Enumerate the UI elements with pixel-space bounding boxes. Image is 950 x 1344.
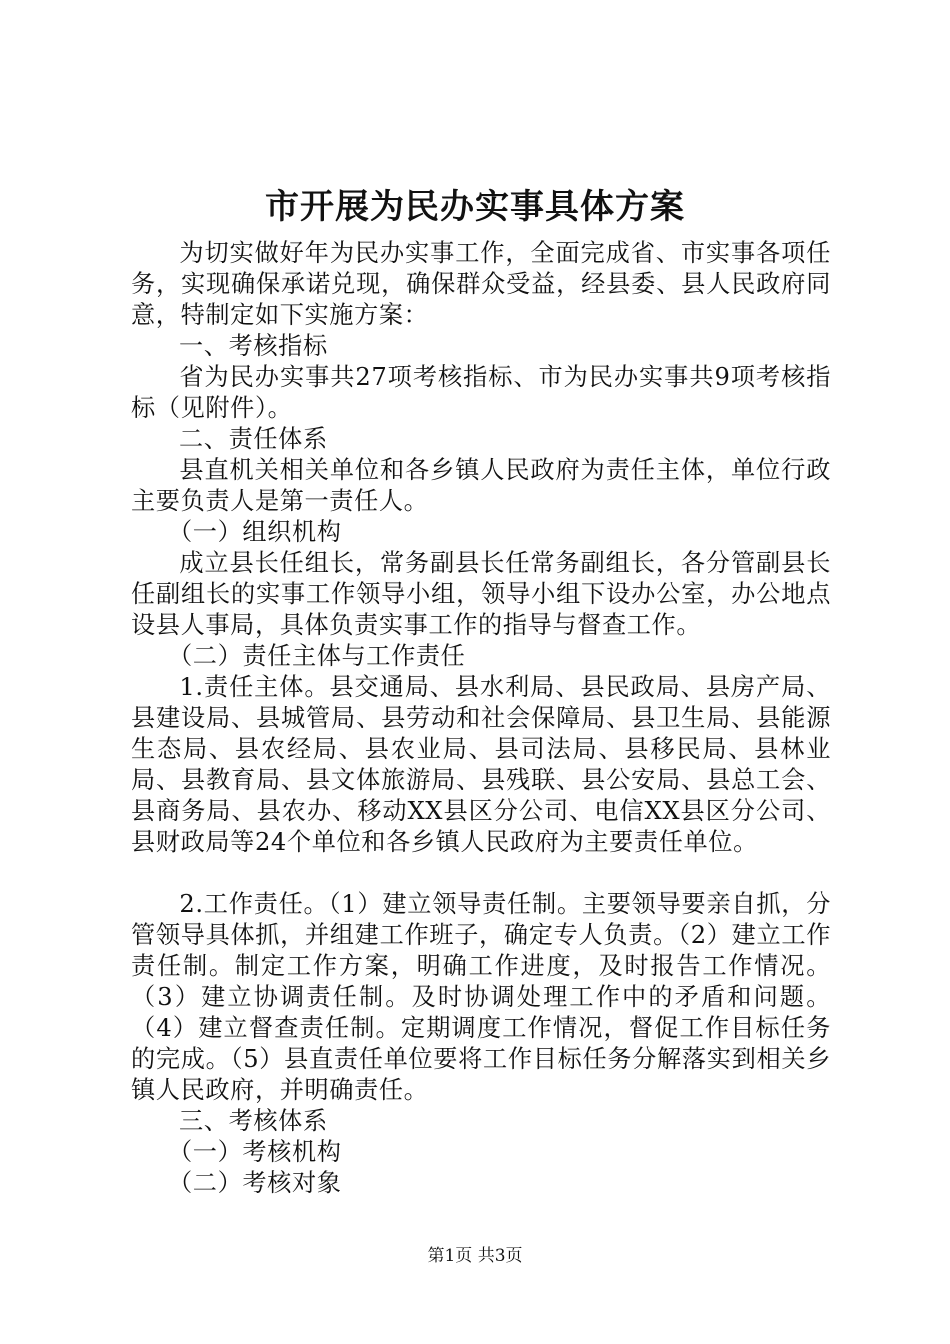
assessment-indicators-paragraph: 省为民办实事共27项考核指标、市为民办实事共9项考核指标（见附件）。 — [131, 363, 831, 422]
subsection-heading-responsible-subjects: （二）责任主体与工作责任 — [168, 642, 466, 670]
section-heading-responsibility-system: 二、责任体系 — [179, 425, 328, 453]
paragraph-gap — [131, 858, 831, 889]
section-heading-assessment-system: 三、考核体系 — [179, 1107, 328, 1135]
responsibility-system-paragraph: 县直机关相关单位和各乡镇人民政府为责任主体，单位行政主要负责人是第一责任人。 — [131, 456, 831, 515]
work-responsibility-paragraph: 2.工作责任。（1）建立领导责任制。主要领导要亲自抓，分管领导具体抓，并组建工作班子，确定专人负责。（2）建立工作责任制。制定工作方案，明确工作进度，及时报告工作情况。（3）建立协调责任制。及时协调处理工作中的矛盾和问题。（4）建立督查责任制。定期调度工作情况，督促工作目标任务的完成。（5）县直责任单位要将工作目标任务分解落实到相关乡镇人民政府，并明确责任。 — [131, 890, 831, 1104]
responsible-subjects-paragraph: 1.责任主体。县交通局、县水利局、县民政局、县房产局、县建设局、县城管局、县劳动和社会保障局、县卫生局、县能源生态局、县农经局、县农业局、县司法局、县移民局、县林业局、县教育局、县文体旅游局、县残联、县公安局、县总工会、县商务局、县农办、移动XX县区分公司、电信XX县区分公司、县财政局等24个单位和各乡镇人民政府为主要责任单位。 — [131, 673, 831, 856]
section-heading-assessment-indicators: 一、考核指标 — [179, 332, 328, 360]
subsection-heading-assessment-targets: （二）考核对象 — [168, 1169, 342, 1197]
subsection-heading-organization: （一）组织机构 — [168, 518, 342, 546]
subsection-heading-assessment-body: （一）考核机构 — [168, 1138, 342, 1166]
document-body — [131, 238, 831, 1199]
intro-paragraph: 为切实做好年为民办实事工作，全面完成省、市实事各项任务，实现确保承诺兑现，确保群众受益，经县委、县人民政府同意，特制定如下实施方案： — [131, 239, 831, 329]
page-number-footer: 第1页 共3页 — [427, 1246, 523, 1266]
document-title: 市开展为民办实事具体方案 — [265, 187, 685, 227]
organization-paragraph: 成立县长任组长，常务副县长任常务副组长，各分管副县长任副组长的实事工作领导小组，领导小组下设办公室，办公地点设县人事局，具体负责实事工作的指导与督查工作。 — [131, 549, 831, 639]
